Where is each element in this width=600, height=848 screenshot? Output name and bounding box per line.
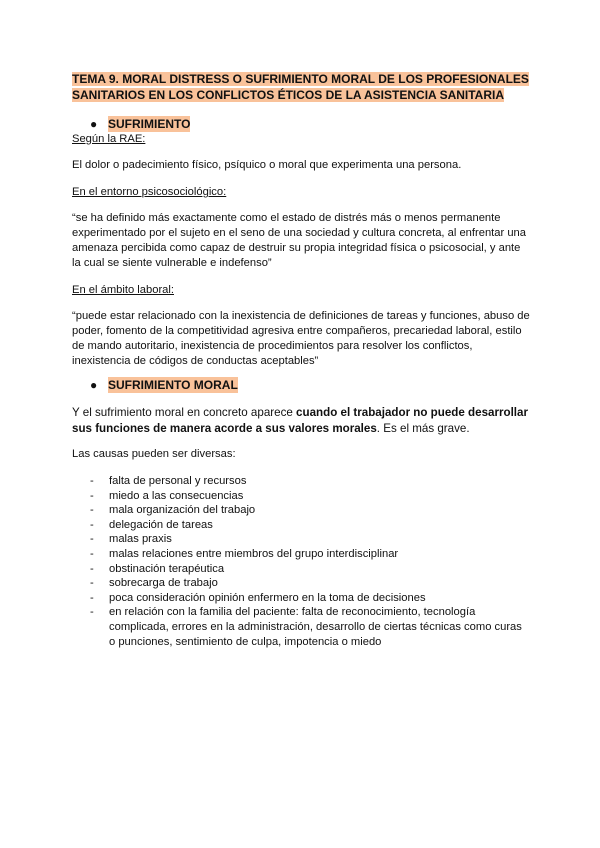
list-item: - delegación de tareas xyxy=(90,518,213,531)
rae-definition: El dolor o padecimiento físico, psíquico o moral que experimenta una persona. xyxy=(72,159,462,171)
list-item: - obstinación terapéutica xyxy=(90,562,225,575)
title-line-1: TEMA 9. MORAL DISTRESS O SUFRIMIENTO MORAL DE LOS PROFESIONALES xyxy=(72,72,529,86)
section-heading-sufrimiento xyxy=(90,116,190,132)
list-item: - miedo a las consecuencias xyxy=(90,489,244,502)
laboral-label: En el ámbito laboral: xyxy=(72,284,174,296)
dash-marker: - xyxy=(90,518,94,531)
dash-marker: - xyxy=(90,504,94,517)
causes-list xyxy=(90,474,530,649)
dash-marker: - xyxy=(90,489,94,502)
list-item: - poca consideración opinión enfermero en la toma de decisiones xyxy=(90,591,426,604)
dash-marker: - xyxy=(90,533,94,546)
section-heading-text: SUFRIMIENTO MORAL xyxy=(108,378,238,392)
psico-quote: “se ha definido más exactamente como el estado de distrés más o menos permanente experimentado por el sujeto en el seno de una sociedad y cultura concreta, al enfrentar una amenaza percibida como capaz de destruir su propia integridad física o psicosocial, y ante la cual se siente vulnerable e indefenso” xyxy=(72,212,527,269)
list-item: - falta de personal y recursos xyxy=(90,475,247,487)
intro-emphasis: cuando el trabajador no puede desarrollar sus funciones de manera acorde a sus valores morales xyxy=(72,406,528,435)
list-item: - malas praxis xyxy=(90,533,172,546)
list-item: - en relación con la familia del paciente: falta de reconocimiento, tecnología complicada, errores en la administración, desarrollo de ciertas técnicas como curas o punciones, sentimiento de culpa, impotencia o miedo xyxy=(90,606,522,648)
section-heading-text: SUFRIMIENTO xyxy=(108,117,191,131)
list-item: - malas relaciones entre miembros del grupo interdisciplinar xyxy=(90,547,399,560)
intro-text: Y el sufrimiento moral en concreto aparece xyxy=(72,406,297,419)
dash-marker: - xyxy=(90,591,94,604)
moral-intro-paragraph xyxy=(72,405,532,437)
dash-marker: - xyxy=(90,547,94,560)
psico-label: En el entorno psicosociológico: xyxy=(72,186,227,198)
intro-text-end: . Es el más grave. xyxy=(376,422,470,435)
dash-marker: - xyxy=(90,577,94,590)
list-item: - sobrecarga de trabajo xyxy=(90,577,218,590)
causes-label: Las causas pueden ser diversas: xyxy=(72,448,236,460)
dash-marker: - xyxy=(90,606,94,619)
laboral-quote: “puede estar relacionado con la inexistencia de definiciones de tareas y funciones, abuso de poder, fomento de la competitividad agresiva entre compañeros, precariedad laboral, estilo de mando autoritario, inexistencia de procedimientos para resolver los conflictos, inexistencia de códigos de conductas aceptables” xyxy=(72,310,530,367)
bullet-icon: ● xyxy=(90,378,98,392)
bullet-icon: ● xyxy=(90,117,98,131)
rae-label: Según la RAE: xyxy=(72,133,146,145)
section-heading-sufrimiento-moral xyxy=(90,377,238,393)
list-item: - mala organización del trabajo xyxy=(90,504,256,517)
page-title xyxy=(72,71,532,103)
title-line-2: SANITARIOS EN LOS CONFLICTOS ÉTICOS DE LA ASISTENCIA SANITARIA xyxy=(72,88,505,102)
dash-marker: - xyxy=(90,562,94,575)
dash-marker: - xyxy=(90,475,94,487)
